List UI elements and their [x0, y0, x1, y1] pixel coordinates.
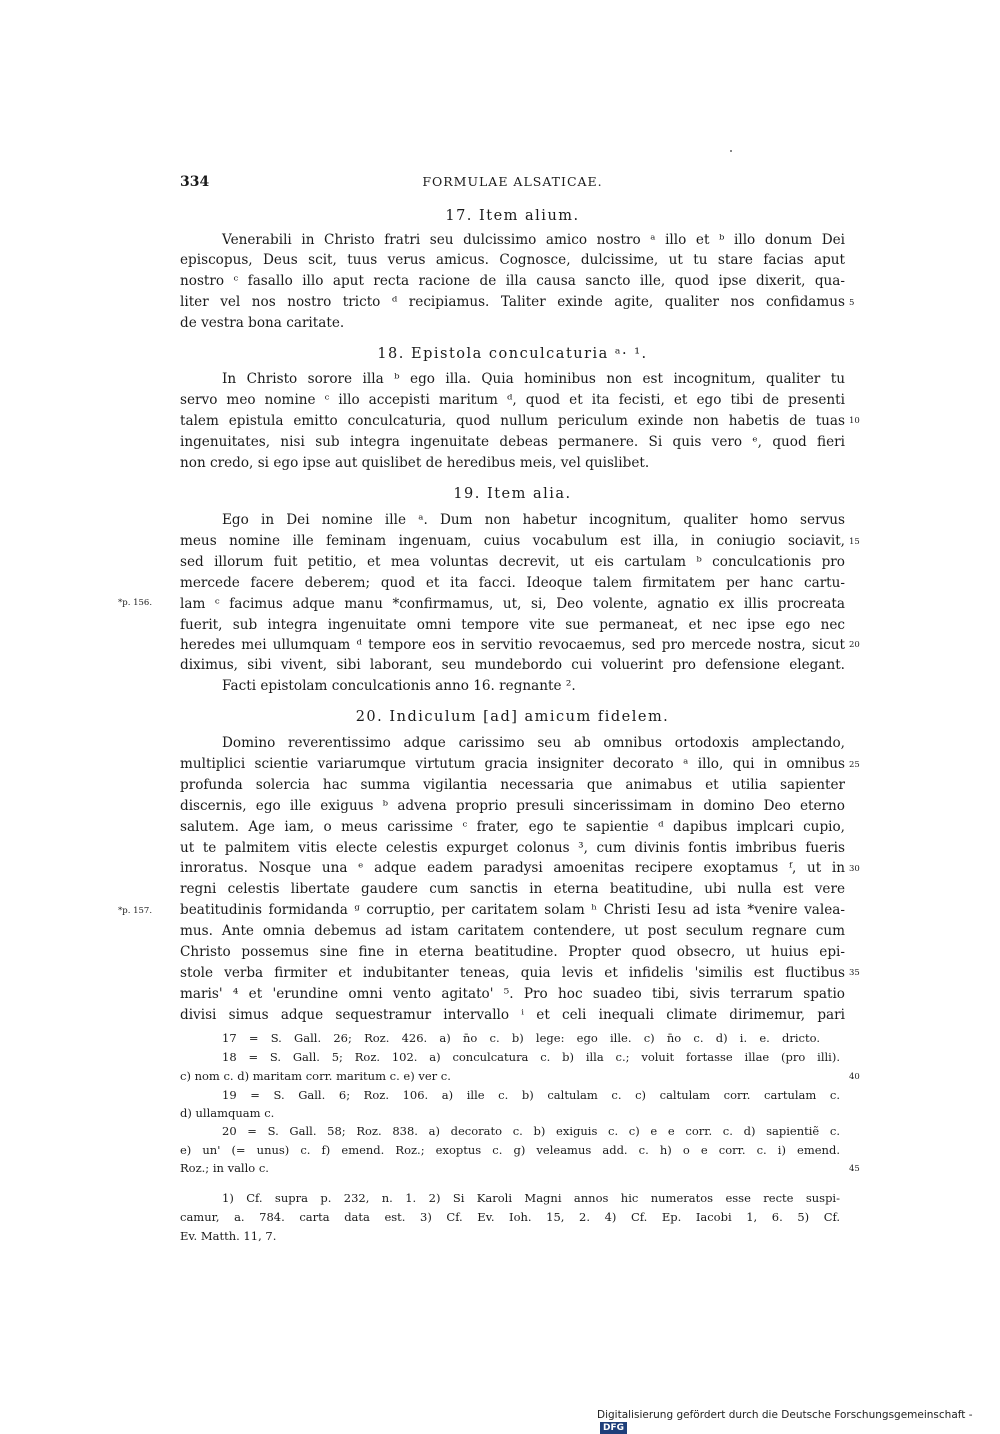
text-line: divisi simus adque sequestramur intervallo ⁱ et celi inequali climate dirimemur, pari [180, 1007, 845, 1023]
section-title-19: 19. Item alia. [453, 486, 572, 502]
funding-footer [597, 1409, 1000, 1434]
margin-note: *p. 156. [118, 598, 153, 608]
note-line: Ev. Matth. 11, 7. [180, 1229, 277, 1243]
text-line: diximus, sibi vivent, sibi laborant, seu mundebordo cui voluerint pro defensione elegant. [180, 657, 845, 673]
footer-text: Digitalisierung gefördert durch die Deutsche Forschungsgemeinschaft - [597, 1409, 973, 1421]
apparatus-line: 17 = S. Gall. 26; Roz. 426. a) n̄o c. b) lege: ego ille. c) n̄o c. d) i. e. dricto. [222, 1031, 820, 1045]
line-number: 35 [849, 968, 860, 978]
text-line: mercede facere deberem; quod et ita facci. Ideoque talem firmitatem per hanc cartu- [180, 575, 845, 591]
line-number: 15 [849, 537, 860, 547]
text-line: salutem. Age iam, o meus carissime ᶜ frater, ego te sapientie ᵈ dapibus implcari cupio, [180, 819, 845, 835]
text-line: regni celestis libertate gaudere cum sanctis in eterna beatitudine, ubi nulla est vere [180, 881, 845, 897]
running-title: FORMULAE ALSATICAE. [422, 174, 603, 189]
line-number: 40 [849, 1072, 860, 1082]
line-number: 45 [849, 1164, 860, 1174]
page-header [180, 174, 845, 192]
apparatus-line: Roz.; in vallo c. [180, 1161, 269, 1175]
text-line: multiplici scientie variarumque virtutum gracia insigniter decorato ᵃ illo, qui in omnibus [180, 756, 845, 772]
text-line: fuerit, sub integra ingenuitate omni tempore vite sue permaneat, et nec ipse ego nec [180, 617, 845, 633]
text-line: Christo possemus sine fine in eterna beatitudine. Propter quod obsecro, ut huius epi- [180, 944, 845, 960]
page-number: 334 [180, 174, 210, 190]
text-line: lam ᶜ facimus adque manu *confirmamus, ut, si, Deo volente, agnatio ex illis procreata [180, 596, 845, 612]
text-line: profunda solercia hac summa vigilantia necessaria que animabus et utilia sapienter [180, 777, 845, 793]
text-line: heredes mei ullumquam ᵈ tempore eos in servitio revocaemus, sed pro mercede nostra, sicut [180, 637, 845, 653]
text-line: de vestra bona caritate. [180, 315, 345, 331]
text-line: nostro ᶜ fasallo illo aput recta racione de illa causa sancto ille, quod ipse dixerit, qua- [180, 273, 845, 289]
section-title-18: 18. Epistola conculcaturia ᵃ· ¹. [377, 346, 648, 362]
text-line: stole verba firmiter et indubitanter teneas, quia levis et infidelis 'similis est fluctibus [180, 965, 845, 981]
line-number: 10 [849, 416, 860, 426]
text-line: servo meo nomine ᶜ illo accepisti maritum ᵈ, quod et ita fecisti, et ego tibi de presenti [180, 392, 845, 408]
section-title-17: 17. Item alium. [445, 208, 580, 224]
note-line: 1) Cf. supra p. 232, n. 1. 2) Si Karoli Magni annos hic numeratos esse recte suspi- [222, 1191, 840, 1205]
section-title-20: 20. Indiculum [ad] amicum fidelem. [355, 709, 670, 725]
text-line: maris' ⁴ et 'erundine omni vento agitato' ⁵. Pro hoc suadeo tibi, sivis terrarum spatio [180, 986, 845, 1002]
text-line: beatitudinis formidanda ᵍ corruptio, per caritatem solam ʰ Christi Iesu ad ista *venire valea- [180, 902, 845, 918]
text-line: Venerabili in Christo fratri seu dulcissimo amico nostro ᵃ illo et ᵇ illo donum Dei [222, 232, 845, 248]
line-number: 25 [849, 760, 860, 770]
apparatus-line: c) nom c. d) maritam corr. maritum c. e) ver c. [180, 1069, 451, 1083]
text-line: talem epistula emitto conculcaturia, quod nullum periculum exinde non habetis de tuas [180, 413, 845, 429]
line-number: 30 [849, 864, 860, 874]
text-line: discernis, ego ille exiguus ᵇ advena proprio presuli sincerissimam in domino Deo eterno [180, 798, 845, 814]
text-line: meus nomine ille feminam ingenuam, cuius vocabulum est illa, in coniugio sociavit, [180, 533, 845, 549]
apparatus-line: 20 = S. Gall. 58; Roz. 838. a) decorato c. b) exiguis c. c) e e corr. c. d) sapientiẽ c. [222, 1124, 840, 1138]
apparatus-line: 18 = S. Gall. 5; Roz. 102. a) conculcatura c. b) illa c.; voluit fortasse illae (pro illi). [222, 1050, 840, 1064]
text-line: inroratus. Nosque una ᵉ adque eadem paradysi amoenitas recipere exoptamus ᶠ, ut in [180, 860, 845, 876]
line-number: 5 [849, 298, 855, 308]
text-line: liter vel nos nostro tricto ᵈ recipiamus. Taliter exinde agite, qualiter nos confidamus [180, 294, 845, 310]
text-line: In Christo sorore illa ᵇ ego illa. Quia hominibus non est incognitum, qualiter tu [222, 371, 845, 387]
text-line: sed illorum fuit petitio, et mea voluntas decrevit, ut eis cartulam ᵇ conculcationis pro [180, 554, 845, 570]
text-line: ut te palmitem vitis electe celestis expurget colonus ³, cum divinis fontis imbribus fueris [180, 840, 845, 856]
speck [730, 150, 732, 152]
note-line: camur, a. 784. carta data est. 3) Cf. Ev. Ioh. 15, 2. 4) Cf. Ep. Iacobi 1, 6. 5) Cf. [180, 1210, 840, 1224]
apparatus-line: e) un' (= unus) c. f) emend. Roz.; exoptus c. g) veleamus add. c. h) o e corr. c. i) emend. [180, 1143, 840, 1157]
text-line: Domino reverentissimo adque carissimo seu ab omnibus ortodoxis amplectando, [222, 735, 845, 751]
line-number: 20 [849, 640, 860, 650]
text-line: Ego in Dei nomine ille ᵃ. Dum non habetur incognitum, qualiter homo servus [222, 512, 845, 528]
apparatus-line: 19 = S. Gall. 6; Roz. 106. a) ille c. b) caltulam c. c) caltulam corr. cartulam c. [222, 1088, 840, 1102]
apparatus-line: d) ullamquam c. [180, 1106, 275, 1120]
text-line: episcopus, Deus scit, tuus verus amicus. Cognosce, dulcissime, ut tu stare facias aput [180, 252, 845, 268]
text-line: Facti epistolam conculcationis anno 16. regnante ². [222, 678, 576, 694]
margin-note: *p. 157. [118, 906, 153, 916]
dfg-logo: DFG [600, 1422, 627, 1434]
text-line: non credo, si ego ipse aut quislibet de heredibus meis, vel quislibet. [180, 455, 650, 471]
text-line: ingenuitates, nisi sub integra ingenuitate debeas permanere. Si quis vero ᵉ, quod fieri [180, 434, 845, 450]
text-line: mus. Ante omnia debemus ad istam caritatem contendere, ut post seculum regnare cum [180, 923, 845, 939]
